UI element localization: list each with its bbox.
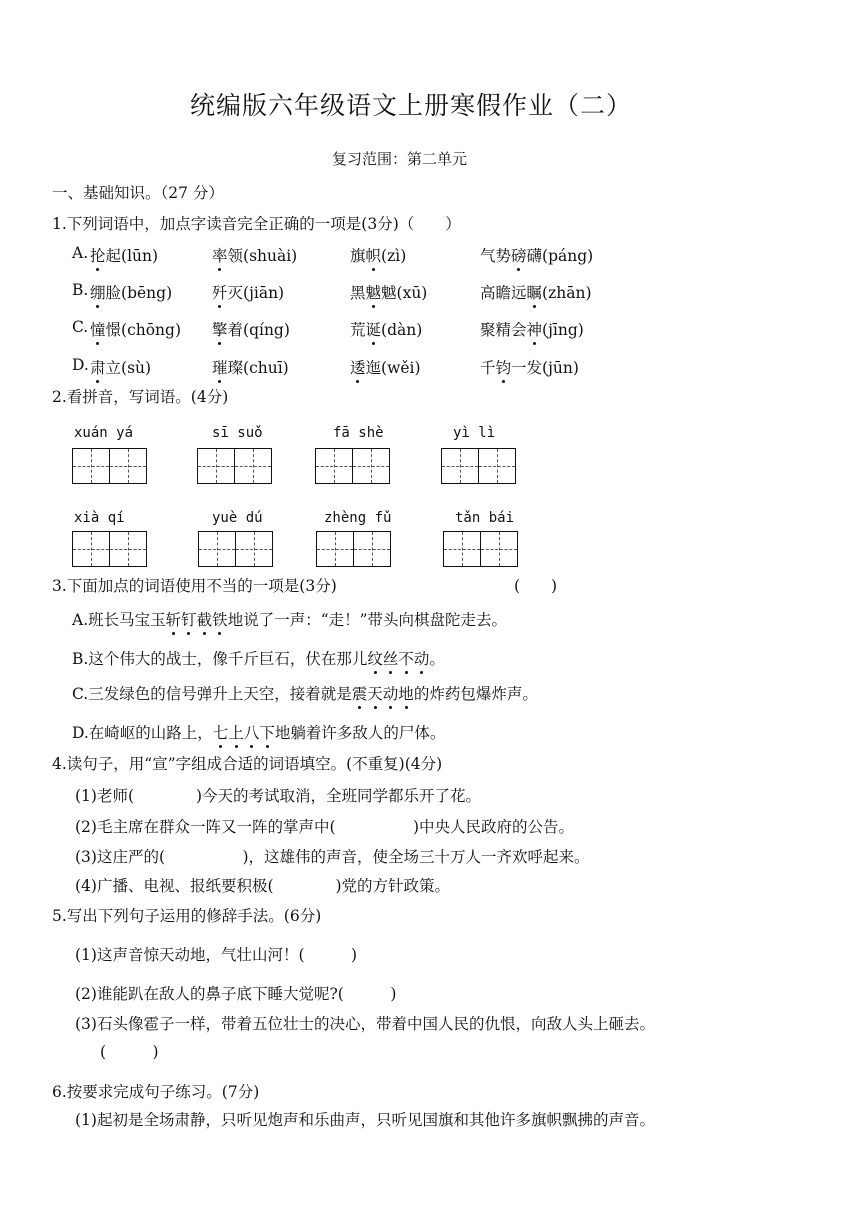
- sentence-part: 。: [429, 650, 445, 668]
- writing-grid[interactable]: [443, 531, 516, 567]
- word-part: 脸(bēng): [105, 284, 173, 302]
- question-5-stem: 5.写出下列句子运用的修辞手法。(6分): [52, 907, 322, 925]
- dotted-char: 纹: [367, 650, 383, 668]
- tian-grid-cell[interactable]: [72, 531, 110, 567]
- pinyin-label: yuè dú: [212, 510, 263, 526]
- word-part: 璨(chuī): [227, 359, 289, 377]
- dotted-char: 憧: [90, 321, 106, 339]
- question-1-stem: 1.下列词语中，加点字读音完全正确的一项是(3分)（ ）: [52, 215, 461, 233]
- dotted-char: 钧: [495, 359, 512, 377]
- dotted-char: 震: [351, 685, 368, 703]
- option-word: [212, 244, 297, 266]
- dotted-char: 不: [398, 650, 414, 668]
- question-3-stem: 3.下面加点的词语使用不当的一项是(3分): [52, 577, 337, 595]
- word-part: 灭(jiān): [227, 284, 285, 302]
- word-part: 着(qíng): [227, 321, 290, 339]
- dotted-char: 丝: [382, 650, 399, 668]
- pinyin-label: zhèng fǔ: [324, 510, 392, 526]
- page-title: 统编版六年级语文上册寒假作业（二）: [190, 91, 633, 120]
- dotted-char: 地: [398, 685, 414, 703]
- tian-grid-cell[interactable]: [480, 531, 518, 567]
- dotted-char: 上: [228, 724, 244, 742]
- dotted-char: 璀: [212, 359, 228, 377]
- word-part: 旗: [350, 247, 366, 265]
- dotted-char: 擎: [212, 321, 228, 339]
- word-part: 气势: [480, 247, 512, 265]
- sentence-part: 地躺着许多敌人的尸体。: [274, 724, 446, 742]
- tian-grid-cell[interactable]: [316, 531, 354, 567]
- fill-blank-item[interactable]: (2)毛主席在群众一阵又一阵的掌声中( )中央人民政府的公告。: [75, 818, 575, 836]
- dotted-phrase: [367, 650, 429, 668]
- word-part: (zhān): [542, 284, 592, 302]
- dotted-char: 铁: [212, 611, 228, 629]
- question-6-stem: 6.按要求完成句子练习。(7分): [52, 1083, 260, 1101]
- section-heading: 一、基础知识。（27 分）: [52, 184, 224, 202]
- option-word: [212, 281, 284, 303]
- option-label[interactable]: B.: [72, 281, 89, 299]
- question-2-stem: 2.看拼音，写词语。(4分): [52, 388, 229, 406]
- tian-grid-cell[interactable]: [234, 448, 272, 484]
- dotted-char: 钉: [181, 611, 197, 629]
- word-part: 荒: [350, 321, 366, 339]
- option-word: [90, 244, 158, 266]
- writing-grid[interactable]: [72, 531, 145, 567]
- dotted-char: 诞: [365, 321, 382, 339]
- tian-grid-cell[interactable]: [441, 448, 479, 484]
- pinyin-label: fā shè: [333, 425, 384, 441]
- dotted-char: 斩: [165, 611, 182, 629]
- rhetoric-item[interactable]: (1)这声音惊天动地，气壮山河！( ): [75, 946, 358, 964]
- option-word: [480, 356, 579, 378]
- writing-grid[interactable]: [198, 531, 271, 567]
- answer-paren[interactable]: ( ): [100, 1043, 159, 1061]
- sentence-item: (1)起初是全场肃静，只听见炮声和乐曲声，只听见国旗和其他许多旗帜飘拂的声音。: [75, 1111, 655, 1129]
- dotted-char: 七: [212, 724, 229, 742]
- tian-grid-cell[interactable]: [478, 448, 516, 484]
- dotted-char: 神: [526, 321, 543, 339]
- option-word: [212, 356, 289, 378]
- option-sentence[interactable]: [72, 682, 538, 704]
- sentence-part: A.班长马宝玉: [72, 611, 166, 629]
- dotted-char: 肃: [90, 359, 106, 377]
- option-word: [90, 356, 151, 378]
- dotted-char: 动: [382, 685, 399, 703]
- pinyin-label: xià qí: [74, 510, 125, 526]
- option-word: [350, 318, 422, 340]
- dotted-char: 天: [367, 685, 383, 703]
- option-word: [350, 281, 427, 303]
- fill-blank-item[interactable]: (1)老师( )今天的考试取消，全班同学都乐开了花。: [75, 787, 482, 805]
- word-part: 魆(xū): [381, 284, 428, 302]
- option-word: [480, 281, 592, 303]
- word-part: (jīng): [542, 321, 584, 339]
- pinyin-label: tǎn bái: [455, 510, 515, 526]
- dotted-phrase: [352, 685, 414, 703]
- word-part: 迤(wěi): [365, 359, 421, 377]
- pinyin-label: xuán yá: [74, 425, 134, 441]
- dotted-char: 抡: [90, 247, 106, 265]
- dotted-char: 下: [259, 724, 275, 742]
- sentence-part: B.这个伟大的战士，像千斤巨石，伏在那儿: [72, 650, 368, 668]
- dotted-char: 帜: [365, 247, 382, 265]
- word-part: (dàn): [381, 321, 423, 339]
- word-part: 一发(jūn): [511, 359, 579, 377]
- option-word: [212, 318, 290, 340]
- word-part: 千: [480, 359, 496, 377]
- option-word: [90, 281, 172, 303]
- word-part: 领(shuài): [227, 247, 298, 265]
- option-label[interactable]: A.: [72, 244, 89, 262]
- word-part: 立(sù): [105, 359, 152, 377]
- word-part: (zì): [381, 247, 407, 265]
- dotted-char: 截: [196, 611, 213, 629]
- tian-grid-cell[interactable]: [198, 531, 236, 567]
- page-subtitle: 复习范围：第二单元: [332, 150, 468, 168]
- option-word: [350, 244, 406, 266]
- option-word: [480, 244, 593, 266]
- word-part: 礴(páng): [526, 247, 594, 265]
- writing-grid[interactable]: [441, 448, 514, 484]
- option-word: [480, 318, 584, 340]
- word-part: 起(lūn): [105, 247, 159, 265]
- dotted-char: 魆: [365, 284, 382, 302]
- word-part: 聚精会: [480, 321, 527, 339]
- pinyin-label: yì lì: [453, 425, 496, 441]
- tian-grid-cell[interactable]: [352, 448, 390, 484]
- writing-grid[interactable]: [315, 448, 388, 484]
- tian-grid-cell[interactable]: [353, 531, 391, 567]
- question-4-stem: 4.读句子，用“宣”字组成合适的词语填空。(不重复)(4分): [52, 755, 443, 773]
- dotted-char: 绷: [90, 284, 106, 302]
- sentence-part: 地说了一声：“走！”带头向棋盘陀走去。: [227, 611, 508, 629]
- fill-blank-item[interactable]: (4)广播、电视、报纸要积极( )党的方针政策。: [75, 877, 451, 895]
- dotted-phrase: [166, 611, 228, 629]
- dotted-phrase: [213, 724, 275, 742]
- dotted-char: 逶: [350, 359, 366, 377]
- dotted-char: 率: [212, 247, 228, 265]
- sentence-part: D.在崎岖的山路上，: [72, 724, 213, 742]
- tian-grid-cell[interactable]: [315, 448, 353, 484]
- rhetoric-item[interactable]: (2)谁能趴在敌人的鼻子底下睡大觉呢?( ): [75, 985, 397, 1003]
- dotted-char: 磅: [511, 247, 527, 265]
- rhetoric-item: (3)石头像雹子一样，带着五位壮士的决心，带着中国人民的仇恨，向敌人头上砸去。: [75, 1015, 655, 1033]
- option-label[interactable]: C.: [72, 318, 89, 336]
- writing-grid[interactable]: [72, 448, 145, 484]
- option-word: [90, 318, 181, 340]
- writing-grid[interactable]: [316, 531, 389, 567]
- word-part: 憬(chōng): [105, 321, 182, 339]
- dotted-char: 动: [413, 650, 430, 668]
- answer-paren[interactable]: ( ): [514, 577, 558, 595]
- sentence-part: C.三发绿色的信号弹升上天空，接着就是: [72, 685, 352, 703]
- tian-grid-cell[interactable]: [443, 531, 481, 567]
- option-sentence[interactable]: [72, 647, 445, 669]
- pinyin-label: sī suǒ: [212, 425, 263, 441]
- dotted-char: 八: [243, 724, 260, 742]
- dotted-char: 瞩: [526, 284, 543, 302]
- fill-blank-item[interactable]: (3)这庄严的( )，这雄伟的声音，使全场三十万人一齐欢呼起来。: [75, 848, 590, 866]
- option-sentence[interactable]: [72, 608, 507, 630]
- option-sentence[interactable]: [72, 721, 445, 743]
- word-part: 黑: [350, 284, 366, 302]
- dotted-char: 歼: [212, 284, 228, 302]
- tian-grid-cell[interactable]: [109, 531, 147, 567]
- option-label[interactable]: D.: [72, 356, 89, 374]
- tian-grid-cell[interactable]: [72, 448, 110, 484]
- sentence-part: 的炸药包爆炸声。: [413, 685, 538, 703]
- option-word: [350, 356, 421, 378]
- tian-grid-cell[interactable]: [197, 448, 235, 484]
- tian-grid-cell[interactable]: [235, 531, 273, 567]
- writing-grid[interactable]: [197, 448, 270, 484]
- word-part: 高瞻远: [480, 284, 527, 302]
- tian-grid-cell[interactable]: [109, 448, 147, 484]
